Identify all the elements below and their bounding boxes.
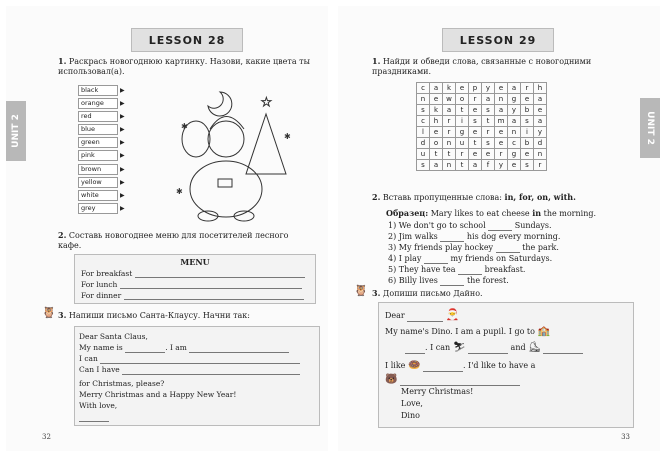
- grid-cell[interactable]: a: [534, 116, 547, 127]
- grid-cell[interactable]: b: [521, 105, 534, 116]
- grid-cell[interactable]: g: [508, 94, 521, 105]
- grid-cell[interactable]: o: [456, 94, 469, 105]
- sentence-list: [388, 220, 638, 286]
- grid-cell[interactable]: s: [417, 160, 430, 171]
- grid-cell[interactable]: c: [417, 116, 430, 127]
- menu-item: For dinner: [75, 291, 315, 300]
- letter-box: Dear 🎅 My name's Dino. I am a pupil. I go to 🏫 . I can ⛷ and ⛸ I like 🍩 . I'd like to have a 🐻 Merry Christmas! Love, Dino: [378, 302, 634, 428]
- sentence-item: 5) They have tea breakfast.: [388, 265, 526, 274]
- task-3: 3. Допиши письмо Дайно.: [372, 288, 483, 298]
- grid-cell[interactable]: s: [482, 138, 495, 149]
- grid-cell[interactable]: d: [417, 138, 430, 149]
- grid-row: [417, 138, 547, 149]
- letter-box: Dear Santa Claus, My name is . I am I can Can I have for Christmas, please? Merry Christmas and a Happy New Year! With love,: [74, 326, 320, 426]
- grid-cell[interactable]: t: [430, 149, 443, 160]
- grid-cell[interactable]: n: [417, 94, 430, 105]
- example-line: Образец: Mary likes to eat cheese in the morning.: [386, 208, 597, 218]
- grid-cell[interactable]: s: [417, 105, 430, 116]
- color-item: red ▶: [78, 110, 125, 122]
- grid-cell[interactable]: a: [443, 105, 456, 116]
- animal-icon: 🐻: [385, 374, 398, 385]
- grid-cell[interactable]: e: [469, 127, 482, 138]
- grid-cell[interactable]: r: [443, 116, 456, 127]
- grid-cell[interactable]: n: [534, 149, 547, 160]
- grid-row: [417, 105, 547, 116]
- grid-cell[interactable]: g: [508, 149, 521, 160]
- grid-cell[interactable]: r: [469, 94, 482, 105]
- color-item: orange ▶: [78, 97, 125, 109]
- grid-cell[interactable]: r: [443, 127, 456, 138]
- grid-cell[interactable]: s: [482, 105, 495, 116]
- owl-icon: 🦉: [42, 306, 56, 319]
- grid-cell[interactable]: y: [508, 105, 521, 116]
- grid-cell[interactable]: u: [456, 138, 469, 149]
- left-page: [6, 6, 328, 451]
- grid-cell[interactable]: r: [521, 83, 534, 94]
- grid-row: [417, 94, 547, 105]
- menu-item: For lunch: [75, 280, 315, 289]
- grid-cell[interactable]: a: [482, 94, 495, 105]
- color-item: pink ▶: [78, 150, 125, 162]
- sentence-item: 1) We don't go to school Sundays.: [388, 221, 552, 230]
- grid-row: [417, 116, 547, 127]
- grid-cell[interactable]: i: [521, 127, 534, 138]
- menu-item: For breakfast: [75, 269, 315, 278]
- grid-cell[interactable]: a: [495, 105, 508, 116]
- grid-cell[interactable]: w: [443, 94, 456, 105]
- page-number: 33: [621, 433, 630, 441]
- task-1: 1. Раскрась новогоднюю картинку. Назови, какие цвета ты использовал(а).: [58, 56, 310, 76]
- grid-row: [417, 127, 547, 138]
- grid-cell[interactable]: l: [417, 127, 430, 138]
- color-item: grey ▶: [78, 203, 125, 215]
- unit-tab: UNIT 2: [6, 101, 26, 161]
- color-item: yellow ▶: [78, 176, 125, 188]
- grid-cell[interactable]: e: [495, 83, 508, 94]
- task-2: 2. Вставь пропущенные слова: in, for, on, with.: [372, 192, 576, 202]
- lesson-title: LESSON 28: [131, 28, 243, 52]
- grid-cell[interactable]: a: [430, 83, 443, 94]
- grid-cell[interactable]: t: [443, 149, 456, 160]
- grid-cell[interactable]: e: [430, 94, 443, 105]
- page-number: 32: [42, 433, 51, 441]
- grid-cell[interactable]: e: [482, 149, 495, 160]
- skater-icon: ⛸: [528, 342, 541, 353]
- grid-cell[interactable]: e: [469, 149, 482, 160]
- grid-cell[interactable]: t: [456, 105, 469, 116]
- grid-cell[interactable]: e: [430, 127, 443, 138]
- skier-icon: ⛷: [452, 342, 466, 353]
- grid-cell[interactable]: s: [521, 160, 534, 171]
- grid-cell[interactable]: r: [456, 149, 469, 160]
- lesson-title: LESSON 29: [442, 28, 554, 52]
- sentence-item: 4) I play my friends on Saturdays.: [388, 254, 553, 263]
- sentence-item: 3) My friends play hockey the park.: [388, 243, 559, 252]
- grid-cell[interactable]: n: [508, 127, 521, 138]
- grid-cell[interactable]: p: [469, 83, 482, 94]
- color-item: green ▶: [78, 137, 125, 149]
- grid-cell[interactable]: h: [534, 83, 547, 94]
- grid-cell[interactable]: i: [456, 116, 469, 127]
- grid-cell[interactable]: y: [495, 160, 508, 171]
- grid-cell[interactable]: e: [521, 94, 534, 105]
- grid-cell[interactable]: r: [482, 127, 495, 138]
- grid-cell[interactable]: h: [430, 116, 443, 127]
- grid-cell[interactable]: a: [508, 83, 521, 94]
- grid-cell[interactable]: c: [508, 138, 521, 149]
- grid-cell[interactable]: u: [417, 149, 430, 160]
- grid-cell[interactable]: s: [469, 116, 482, 127]
- color-item: black ▶: [78, 84, 125, 96]
- grid-row: [417, 160, 547, 171]
- santa-icon: 🎅: [445, 308, 460, 321]
- menu-box: MENU For breakfast For lunch For dinner: [74, 254, 316, 304]
- svg-text:✱: ✱: [181, 122, 188, 131]
- grid-cell[interactable]: e: [469, 105, 482, 116]
- grid-cell[interactable]: e: [495, 127, 508, 138]
- color-item: blue ▶: [78, 124, 125, 136]
- grid-cell[interactable]: t: [469, 138, 482, 149]
- right-page: [338, 6, 660, 451]
- grid-cell[interactable]: e: [495, 138, 508, 149]
- task-2: 2. Составь новогоднее меню для посетителей лесного кафе.: [58, 230, 289, 250]
- grid-cell[interactable]: o: [430, 138, 443, 149]
- grid-cell[interactable]: a: [469, 160, 482, 171]
- grid-cell[interactable]: r: [495, 149, 508, 160]
- grid-cell[interactable]: y: [534, 127, 547, 138]
- grid-cell[interactable]: c: [417, 83, 430, 94]
- grid-cell[interactable]: y: [482, 83, 495, 94]
- task-3: 3. Напиши письмо Санта-Клаусу. Начни так:: [58, 310, 250, 320]
- svg-text:★: ★: [261, 95, 272, 109]
- grid-cell[interactable]: a: [534, 94, 547, 105]
- grid-cell[interactable]: e: [521, 149, 534, 160]
- grid-cell[interactable]: a: [508, 116, 521, 127]
- grid-cell[interactable]: n: [443, 138, 456, 149]
- svg-text:✱: ✱: [176, 187, 183, 196]
- grid-cell[interactable]: r: [534, 160, 547, 171]
- grid-cell[interactable]: g: [456, 127, 469, 138]
- grid-cell[interactable]: e: [508, 160, 521, 171]
- grid-row: [417, 149, 547, 160]
- task-1: 1. Найди и обведи слова, связанные с новогодними праздниками.: [372, 56, 592, 76]
- grid-cell[interactable]: e: [534, 105, 547, 116]
- grid-cell[interactable]: k: [430, 105, 443, 116]
- food-icon: 🍩: [407, 360, 421, 371]
- grid-cell[interactable]: d: [534, 138, 547, 149]
- santa-illustration: [166, 84, 306, 224]
- grid-cell[interactable]: a: [430, 160, 443, 171]
- school-icon: 🏫: [537, 326, 550, 337]
- sentence-item: 6) Billy lives the forest.: [388, 276, 509, 285]
- grid-cell[interactable]: n: [443, 160, 456, 171]
- color-item: brown ▶: [78, 163, 125, 175]
- color-item: white ▶: [78, 190, 125, 202]
- unit-tab: UNIT 2: [640, 98, 660, 158]
- grid-row: [417, 83, 547, 94]
- grid-cell[interactable]: n: [495, 94, 508, 105]
- owl-icon: 🦉: [354, 284, 368, 297]
- word-search-grid: [416, 82, 547, 171]
- grid-cell[interactable]: b: [521, 138, 534, 149]
- svg-text:✱: ✱: [284, 132, 291, 141]
- grid-cell[interactable]: k: [443, 83, 456, 94]
- grid-cell[interactable]: t: [482, 116, 495, 127]
- grid-cell[interactable]: f: [482, 160, 495, 171]
- grid-cell[interactable]: e: [456, 83, 469, 94]
- grid-cell[interactable]: t: [456, 160, 469, 171]
- grid-cell[interactable]: s: [521, 116, 534, 127]
- grid-cell[interactable]: m: [495, 116, 508, 127]
- color-list: [78, 84, 125, 216]
- sentence-item: 2) Jim walks his dog every morning.: [388, 232, 561, 241]
